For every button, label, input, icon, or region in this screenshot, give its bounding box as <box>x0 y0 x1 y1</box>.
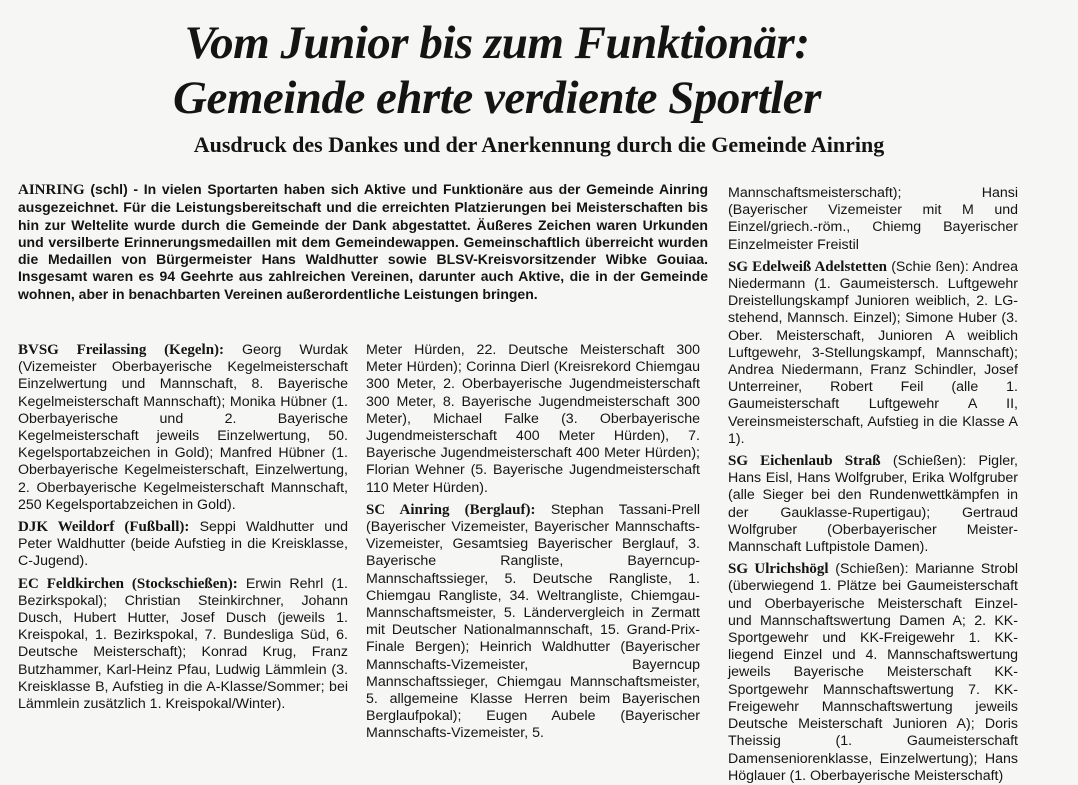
headline-line-2: Gemeinde ehrte verdiente Sportler <box>173 72 821 124</box>
lead-text: (schl) - In vielen Sportarten haben sich Aktive und Funktionäre aus der Gemeinde Ainring ausgezeichnet. Für die Leistungsbereitschaft und die erreichten Platzierungen bei Meisterschaften bis hin zur Weltelite wurde durch die Gemeinde der Dank abgestattet. Äußeres Zeichen waren Urkunden und versilberte Erinnerungsmedaillen mit dem Gemeindewappen. Gemeinschaftlich überreicht wurden die Medaillen von Bürgermeister Hans Waldhutter sowie BLSV-Kreisvorsitzender Wibke Gouiaa. Insgesamt waren es 94 Geehrte aus zahlreichen Vereinen, darunter auch Aktive, die in der Gemeinde wohnen, aber in benachbarten Vereinen außerordentliche Leistungen bringen. <box>18 181 708 302</box>
article-column-1 <box>18 342 348 745</box>
club-entry <box>366 502 700 743</box>
club-name: BVSG Freilassing (Kegeln): <box>18 342 225 358</box>
club-honorees: Meter Hürden, 22. Deutsche Meisterschaft 300 Meter Hürden); Corinna Dierl (Kreisrekord Chiemgau 300 Meter, 2. Oberbayerische Jugendmeisterschaft 300 Meter, 8. Bayerische Jugendmeisterschaft 300 Meter), Michael Falke (3. Oberbayerische Jugendmeisterschaft 400 Meter Hürden), 7. Bayerische Jugendmeisterschaft 400 Meter Hürden); Florian Wehner (5. Bayerische Jugendmeisterschaft 110 Meter Hürden). <box>366 342 700 496</box>
club-honorees: Erwin Rehrl (1. Bezirkspokal); Christian Steinkirchner, Johann Dusch, Hubert Hutter, Josef Dusch (jeweils 1. Kreispokal, 1. Bezirkspokal, 7. Bundesliga Süd, 6. Deutsche Meisterschaft); Konrad Krug, Franz Butzhammer, Karl-Heinz Pfau, Ludwig Lämmlein (3. Kreisklasse B, Aufstieg in die A-Klasse/Sommer; bei Lämmlein zusätzlich 1. Kreispokal/Winter). <box>18 575 348 713</box>
club-entry <box>728 259 1018 448</box>
club-honorees: Stephan Tassani-Prell (Bayerischer Vizemeister, Bayerischer Mannschafts-Vizemeister, Gesamtsieg Bayerischer Berglauf, 3. Bayerische Rangliste, Bayerncup-Mannschaftssieger, 5. Deutsche Rangliste, 1. Chiemgau Rangliste, 34. Weltrangliste, Chiemgau-Mannschaftsmeister, 5. Ländervergleich in Zermatt mit Deutscher Nationalmannschaft, 15. Grand-Prix-Finale Bergen); Heinrich Waldhutter (Bayerischer Mannschafts-Vizemeister, Bayerncup Mannschaftssieger, Chiemgau Mannschaftsmeister, 5. allgemeine Klasse Herren beim Bayerischen Berglaufpokal); Eugen Aubele (Bayerischer Mannschafts-Vizemeister, 5. <box>366 501 700 742</box>
club-honorees: (Schie ßen): Andrea Niedermann (1. Gaumeistersch. Luftgewehr Dreistellungskampf Junioren weiblich, 2. LG-stehend, Mannsch. Einzel); Simone Huber (3. Ober. Meisterschaft, Junioren A weiblich Luftgewehr, 3-Stellungskampf, Mannschaft); Andrea Niedermann, Franz Schindler, Josef Unterreiner, Robert Feil (alle 1. Gaumeisterschaft Luftgewehr A II, Vereinsmeisterschaft, Aufstieg in die Klasse A 1). <box>728 258 1018 447</box>
club-name: EC Feldkirchen (Stockschießen): <box>18 575 238 592</box>
article-column-2 <box>366 342 700 745</box>
club-name: SG Edelweiß Adelstetten <box>728 258 887 275</box>
lead-paragraph <box>18 181 708 303</box>
club-entry <box>366 342 700 497</box>
club-name: DJK Weildorf (Fußball): <box>18 519 190 536</box>
club-name: SG Ulrichshögl <box>728 561 829 578</box>
club-name: SC Ainring (Berglauf): <box>366 501 536 518</box>
club-honorees: (Schießen): Pigler, Hans Eisl, Hans Wolfgruber, Erika Wolfgruber (alle Sieger bei den Rundenwettkämpfen in der Gauklasse-Rupertigau); Gertraud Wolfgruber (Oberbayerischer Meister-Mannschaft Luftpistole Damen). <box>728 453 1018 556</box>
club-entry <box>18 576 348 714</box>
club-entry <box>18 342 348 514</box>
club-honorees: Mannschaftsmeisterschaft); Hansi (Bayerischer Vizemeister mit M und Einzel/griech.-röm., Chiemg Bayerischer Einzelmeister Freistil <box>728 185 1018 253</box>
subheadline: Ausdruck des Dankes und der Anerkennung durch die Gemeinde Ainring <box>193 132 885 157</box>
club-entry <box>728 185 1018 254</box>
club-name: SG Eichenlaub Straß <box>728 453 881 470</box>
headline-line-1: Vom Junior bis zum Funktionär: <box>184 17 810 69</box>
lead-dateline: AINRING <box>18 182 85 198</box>
article-column-3 <box>728 185 1018 784</box>
club-entry <box>728 561 1018 785</box>
club-honorees: Georg Wurdak (Vizemeister Oberbayerische Kegelmeisterschaft Einzelwertung und Mannschaft, 8. Bayerische Kegelmeisterschaft Mannschaft); Monika Hübner (1. Oberbayerische und 2. Bayerische Kegelmeisterschaft jeweils Einzelwertung, 50. Kegelsportabzeichen in Gold); Manfred Hübner (1. Oberbayerische Kegelmeisterschaft, Einzelwertung, 2. Oberbayerische Kegelmeisterschaft Mannschaft, 250 Kegelsportabzeichen in Gold). <box>18 342 348 513</box>
club-honorees: (Schießen): Marianne Strobl (überwiegend 1. Plätze bei Gaumeisterschaft und Oberbayerische Meisterschaft Einzel- und Mannschaftswertung Damen A; 2. KK-Sportgewehr und KK-Freigewehr 1. KK-liegend Einzel und 4. Mannschaftswertung jeweils Bayerische Meisterschaft KK-Sportgewehr Mannschaftswertung 7. KK-Freigewehr Mannschaftswertung jeweils Deutsche Meisterschaft Junioren A); Doris Theissig (1. Gaumeisterschaft Damenseniorenklasse, Einzelwertung); Hans Höglauer (1. Oberbayerische Meisterschaft) <box>728 561 1018 784</box>
club-honorees: Seppi Waldhutter und Peter Waldhutter (beide Aufstieg in die Kreisklasse, C-Jugend). <box>18 519 348 570</box>
club-entry <box>728 453 1018 556</box>
club-entry <box>18 519 348 571</box>
